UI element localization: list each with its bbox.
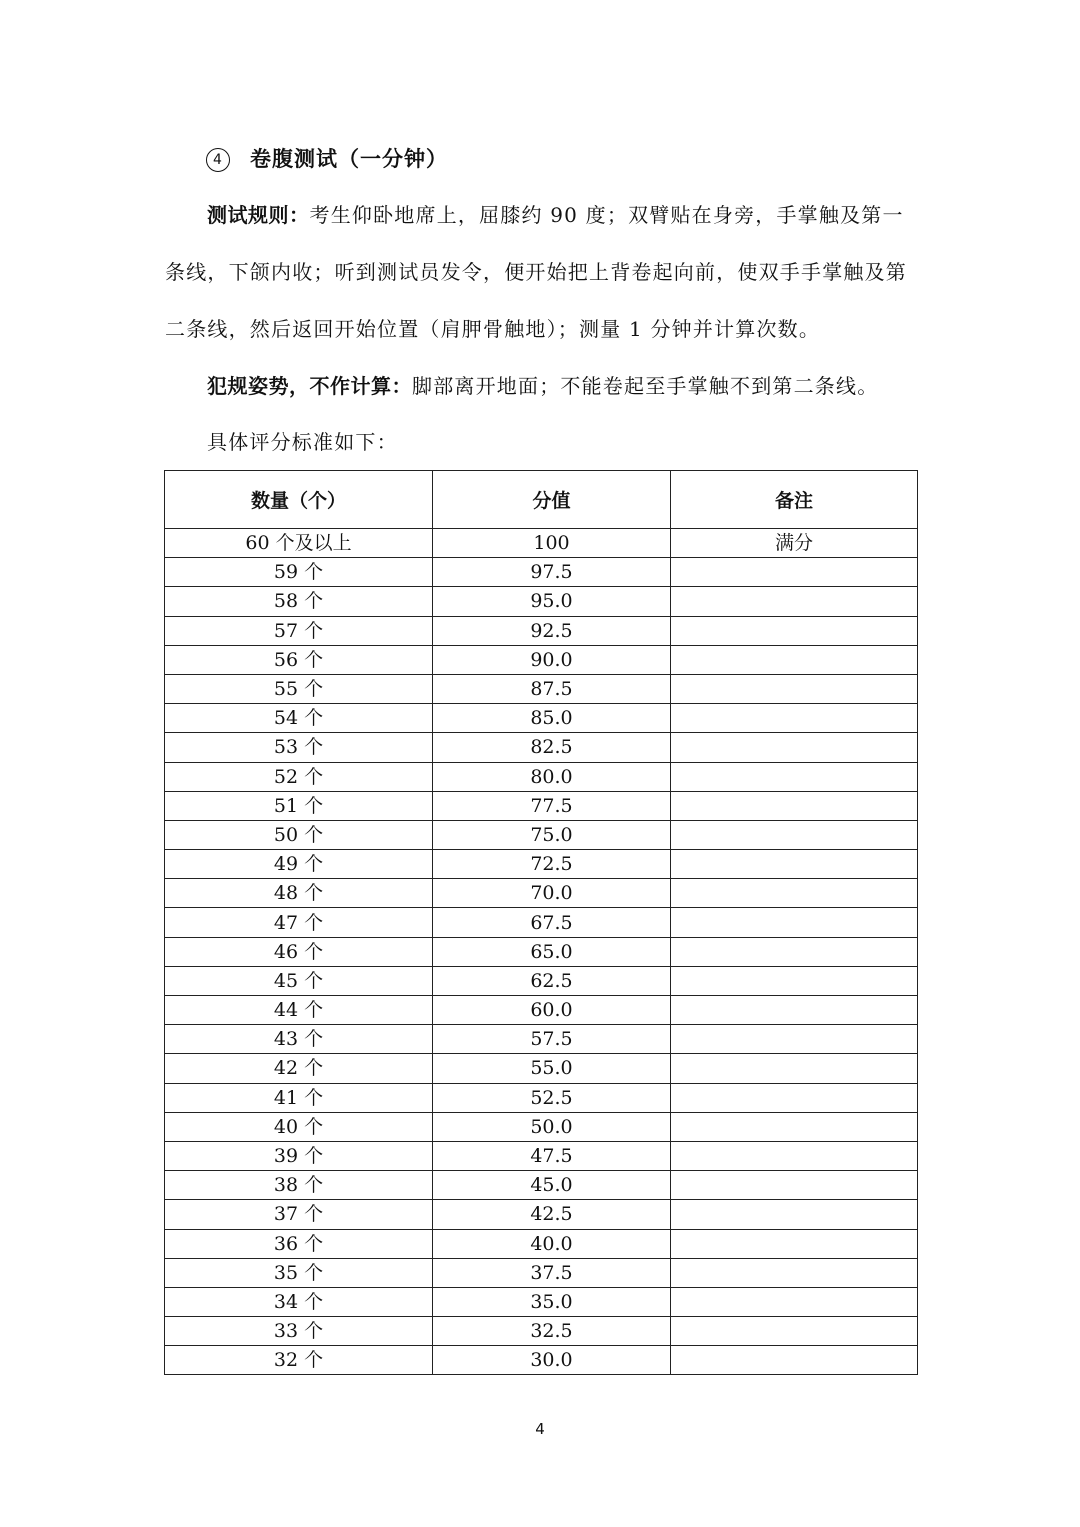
cell-count: 54 个	[165, 704, 433, 733]
cell-score: 32.5	[433, 1317, 671, 1346]
cell-remark	[671, 879, 918, 908]
cell-remark	[671, 1346, 918, 1375]
cell-score: 90.0	[433, 645, 671, 674]
cell-count: 39 个	[165, 1141, 433, 1170]
cell-count: 49 个	[165, 850, 433, 879]
cell-count: 60 个及以上	[165, 529, 433, 558]
cell-remark	[671, 558, 918, 587]
cell-remark	[671, 1054, 918, 1083]
cell-count: 58 个	[165, 587, 433, 616]
table-row	[165, 587, 918, 616]
cell-score: 75.0	[433, 820, 671, 849]
test-rules-text: 考生仰卧地席上，屈膝约 90 度；双臂贴在身旁，手掌触及第一条线，下颌内收；听到测试员发令，便开始把上背卷起向前，使双手手掌触及第二条线，然后返回开始位置（肩胛骨触地）；测量 1 分钟并计算次数。	[165, 203, 907, 341]
cell-score: 45.0	[433, 1171, 671, 1200]
table-header-row	[165, 471, 918, 529]
cell-score: 77.5	[433, 791, 671, 820]
cell-score: 37.5	[433, 1258, 671, 1287]
cell-count: 52 个	[165, 762, 433, 791]
scoring-intro: 具体评分标准如下：	[207, 430, 398, 454]
table-row	[165, 1025, 918, 1054]
cell-count: 55 个	[165, 674, 433, 703]
cell-remark	[671, 937, 918, 966]
cell-score: 52.5	[433, 1083, 671, 1112]
table-row	[165, 850, 918, 879]
cell-count: 33 个	[165, 1317, 433, 1346]
scoring-table	[164, 470, 918, 1375]
cell-remark	[671, 996, 918, 1025]
cell-score: 67.5	[433, 908, 671, 937]
table-row	[165, 1287, 918, 1316]
cell-score: 30.0	[433, 1346, 671, 1375]
table-row	[165, 762, 918, 791]
cell-remark	[671, 1171, 918, 1200]
cell-count: 34 个	[165, 1287, 433, 1316]
test-rules-label: 测试规则：	[207, 203, 310, 227]
table-row	[165, 820, 918, 849]
table-row	[165, 1112, 918, 1141]
cell-count: 57 个	[165, 616, 433, 645]
cell-score: 80.0	[433, 762, 671, 791]
cell-count: 56 个	[165, 645, 433, 674]
table-row	[165, 558, 918, 587]
table-row	[165, 616, 918, 645]
cell-score: 70.0	[433, 879, 671, 908]
cell-remark	[671, 587, 918, 616]
section-number: 4	[206, 148, 230, 172]
cell-score: 55.0	[433, 1054, 671, 1083]
cell-remark	[671, 1317, 918, 1346]
table-row	[165, 1171, 918, 1200]
cell-count: 47 个	[165, 908, 433, 937]
cell-score: 92.5	[433, 616, 671, 645]
cell-count: 40 个	[165, 1112, 433, 1141]
cell-score: 42.5	[433, 1200, 671, 1229]
table-row	[165, 1200, 918, 1229]
cell-remark	[671, 1229, 918, 1258]
cell-remark	[671, 1083, 918, 1112]
table-row	[165, 1083, 918, 1112]
cell-remark	[671, 616, 918, 645]
table-row	[165, 1054, 918, 1083]
cell-count: 48 个	[165, 879, 433, 908]
test-rules-paragraph	[165, 187, 917, 358]
cell-count: 44 个	[165, 996, 433, 1025]
section-title: 卷腹测试（一分钟）	[250, 147, 448, 171]
table-row	[165, 674, 918, 703]
table-row	[165, 1346, 918, 1375]
table-row	[165, 529, 918, 558]
table-row	[165, 966, 918, 995]
table-row	[165, 704, 918, 733]
cell-count: 37 个	[165, 1200, 433, 1229]
cell-score: 62.5	[433, 966, 671, 995]
cell-count: 50 个	[165, 820, 433, 849]
table-row	[165, 908, 918, 937]
cell-score: 60.0	[433, 996, 671, 1025]
cell-remark	[671, 1025, 918, 1054]
cell-remark: 满分	[671, 529, 918, 558]
cell-score: 97.5	[433, 558, 671, 587]
cell-score: 95.0	[433, 587, 671, 616]
page-number: 4	[535, 1420, 545, 1438]
cell-remark	[671, 704, 918, 733]
cell-remark	[671, 791, 918, 820]
cell-remark	[671, 733, 918, 762]
cell-count: 53 个	[165, 733, 433, 762]
cell-count: 46 个	[165, 937, 433, 966]
cell-remark	[671, 850, 918, 879]
table-row	[165, 1229, 918, 1258]
table-body	[165, 529, 918, 1375]
cell-score: 35.0	[433, 1287, 671, 1316]
cell-score: 72.5	[433, 850, 671, 879]
foul-posture-text: 脚部离开地面；不能卷起至手掌触不到第二条线。	[412, 374, 879, 398]
cell-count: 42 个	[165, 1054, 433, 1083]
table-row	[165, 879, 918, 908]
cell-count: 45 个	[165, 966, 433, 995]
cell-score: 40.0	[433, 1229, 671, 1258]
cell-count: 36 个	[165, 1229, 433, 1258]
cell-score: 87.5	[433, 674, 671, 703]
table-row	[165, 645, 918, 674]
cell-count: 38 个	[165, 1171, 433, 1200]
header-count: 数量（个）	[165, 471, 433, 529]
cell-remark	[671, 820, 918, 849]
table-row	[165, 1141, 918, 1170]
foul-posture-paragraph	[165, 358, 917, 415]
cell-remark	[671, 908, 918, 937]
table-row	[165, 1317, 918, 1346]
table-row	[165, 996, 918, 1025]
cell-count: 35 个	[165, 1258, 433, 1287]
cell-remark	[671, 1258, 918, 1287]
cell-remark	[671, 966, 918, 995]
section-heading	[206, 143, 448, 173]
cell-count: 51 个	[165, 791, 433, 820]
cell-score: 57.5	[433, 1025, 671, 1054]
cell-score: 100	[433, 529, 671, 558]
cell-score: 85.0	[433, 704, 671, 733]
cell-remark	[671, 1287, 918, 1316]
cell-score: 82.5	[433, 733, 671, 762]
cell-remark	[671, 762, 918, 791]
cell-count: 59 个	[165, 558, 433, 587]
cell-score: 50.0	[433, 1112, 671, 1141]
table-row	[165, 1258, 918, 1287]
cell-remark	[671, 1141, 918, 1170]
cell-score: 65.0	[433, 937, 671, 966]
header-remark: 备注	[671, 471, 918, 529]
cell-remark	[671, 1112, 918, 1141]
foul-posture-label: 犯规姿势，不作计算：	[207, 374, 412, 398]
table-row	[165, 791, 918, 820]
cell-count: 43 个	[165, 1025, 433, 1054]
table-row	[165, 937, 918, 966]
cell-count: 32 个	[165, 1346, 433, 1375]
cell-count: 41 个	[165, 1083, 433, 1112]
cell-remark	[671, 1200, 918, 1229]
table-row	[165, 733, 918, 762]
cell-remark	[671, 674, 918, 703]
cell-remark	[671, 645, 918, 674]
cell-score: 47.5	[433, 1141, 671, 1170]
header-score: 分值	[433, 471, 671, 529]
